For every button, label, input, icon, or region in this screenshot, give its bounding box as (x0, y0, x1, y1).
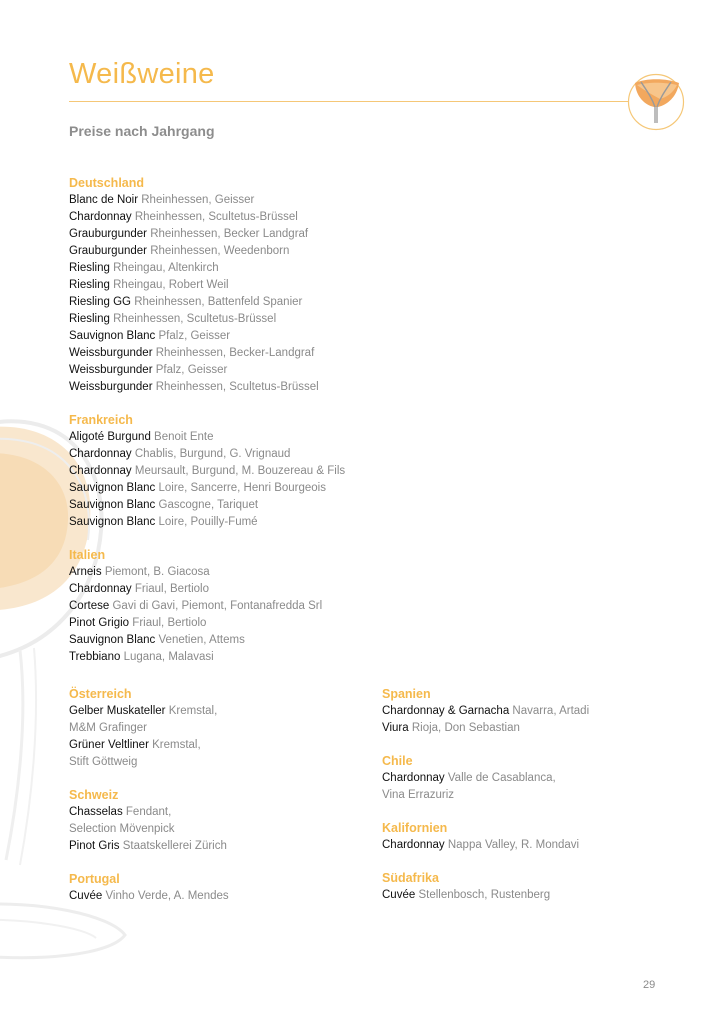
wine-name: Riesling (69, 313, 110, 325)
wine-name: Chardonnay (69, 583, 132, 595)
wine-entry (69, 838, 369, 855)
wine-name: Viura (382, 722, 409, 734)
wine-entry (69, 446, 369, 463)
wine-entry (69, 480, 369, 497)
wine-detail: Meursault, Burgund, M. Bouzereau & Fils (134, 465, 346, 477)
wine-name: Chardonnay & Garnacha (382, 705, 510, 717)
wine-detail: Pfalz, Geisser (155, 364, 228, 376)
section-italien (69, 547, 369, 666)
section-spanien (382, 686, 682, 737)
section-title: Frankreich (69, 413, 133, 427)
wine-entry (69, 379, 369, 396)
wine-detail: Gavi di Gavi, Piemont, Fontanafredda Srl (112, 600, 323, 612)
wine-entry (69, 328, 369, 345)
wine-detail: Rheinhessen, Geisser (141, 194, 255, 206)
section-kalifornien (382, 820, 682, 854)
wine-entry (69, 598, 369, 615)
wine-entry (382, 720, 682, 737)
wine-detail: Staatskellerei Zürich (122, 840, 227, 852)
section-portugal (69, 871, 369, 905)
section-title: Kalifornien (382, 821, 448, 835)
wine-name: Chardonnay (382, 772, 445, 784)
wine-entry (69, 429, 369, 446)
wine-detail: Friaul, Bertiolo (134, 583, 209, 595)
wine-name: Chardonnay (69, 211, 132, 223)
section-title: Schweiz (69, 788, 119, 802)
wine-entry (69, 514, 369, 531)
section-title: Südafrika (382, 871, 439, 885)
wine-detail: Pfalz, Geisser (158, 330, 231, 342)
wine-name: Sauvignon Blanc (69, 516, 156, 528)
page-subtitle: Preise nach Jahrgang (69, 123, 215, 139)
wine-detail: Benoit Ente (154, 431, 214, 443)
wine-entry (69, 564, 369, 581)
section-title: Spanien (382, 687, 431, 701)
wine-detail: Friaul, Bertiolo (132, 617, 207, 629)
wine-name: Chardonnay (382, 839, 445, 851)
lower-right-wine-column (382, 686, 682, 920)
wine-entry (69, 703, 369, 720)
wine-detail: Vinho Verde, A. Mendes (105, 890, 229, 902)
wine-detail: Rheinhessen, Scultetus-Brüssel (113, 313, 277, 325)
wine-name: Pinot Gris (69, 840, 120, 852)
wine-name: Gelber Muskateller (69, 705, 166, 717)
wine-entry (382, 703, 682, 720)
wine-name: Weissburgunder (69, 381, 153, 393)
section-title: Italien (69, 548, 106, 562)
wine-name: Sauvignon Blanc (69, 499, 156, 511)
wine-detail: Nappa Valley, R. Mondavi (447, 839, 580, 851)
wine-entry (69, 737, 369, 754)
wine-detail: Loire, Sancerre, Henri Bourgeois (158, 482, 326, 494)
wine-entry (69, 243, 369, 260)
section-title: Deutschland (69, 176, 145, 190)
wine-entry (69, 581, 369, 598)
wine-detail: Rheinhessen, Scultetus-Brüssel (155, 381, 319, 393)
wine-detail: Vina Errazuriz (382, 789, 455, 801)
wine-name: Chardonnay (69, 465, 132, 477)
wine-name: Trebbiano (69, 651, 121, 663)
wine-name: Cuvée (69, 890, 103, 902)
section-chile (382, 753, 682, 804)
wine-detail: Rheinhessen, Becker Landgraf (150, 228, 309, 240)
wine-name: Aligoté Burgund (69, 431, 151, 443)
wine-detail: Fendant, (125, 806, 172, 818)
wine-name: Weissburgunder (69, 364, 153, 376)
wine-detail: Lugana, Malavasi (123, 651, 214, 663)
wine-detail: Rioja, Don Sebastian (411, 722, 520, 734)
upper-wine-column (69, 175, 369, 682)
section-title: Chile (382, 754, 413, 768)
wine-entry (69, 615, 369, 632)
lower-left-wine-column (69, 686, 369, 921)
wine-name: Cuvée (382, 889, 416, 901)
wine-detail: Rheinhessen, Battenfeld Spanier (134, 296, 303, 308)
wine-detail: Valle de Casablanca, (447, 772, 556, 784)
wine-entry-continuation (69, 821, 369, 838)
wine-entry (382, 887, 682, 904)
wine-name: Sauvignon Blanc (69, 482, 156, 494)
wine-detail: Stellenbosch, Rustenberg (418, 889, 551, 901)
wine-detail: Stift Göttweig (69, 756, 138, 768)
wine-entry (69, 888, 369, 905)
section-deutschland (69, 175, 369, 396)
wine-detail: Piemont, B. Giacosa (104, 566, 210, 578)
section-title: Portugal (69, 872, 120, 886)
wine-detail: Kremstal, (152, 739, 201, 751)
wine-entry (69, 226, 369, 243)
wine-name: Grauburgunder (69, 245, 147, 257)
section-suedafrika (382, 870, 682, 904)
wine-name: Blanc de Noir (69, 194, 139, 206)
wine-entry-continuation (69, 754, 369, 771)
wine-detail: Kremstal, (168, 705, 218, 717)
wine-name: Weissburgunder (69, 347, 153, 359)
wine-detail: Gascogne, Tariquet (158, 499, 259, 511)
wine-detail: M&M Grafinger (69, 722, 147, 734)
page-title: Weißweine (69, 58, 215, 90)
wine-name: Grüner Veltliner (69, 739, 149, 751)
title-divider (69, 101, 631, 102)
wine-entry (69, 362, 369, 379)
page-number: 29 (643, 979, 656, 991)
wine-entry (69, 632, 369, 649)
wine-detail: Loire, Pouilly-Fumé (158, 516, 258, 528)
wine-name: Sauvignon Blanc (69, 634, 156, 646)
wine-entry-continuation (69, 720, 369, 737)
wine-detail: Venetien, Attems (158, 634, 245, 646)
wine-name: Riesling (69, 262, 110, 274)
wine-entry (69, 804, 369, 821)
wine-detail: Rheingau, Robert Weil (113, 279, 229, 291)
wine-name: Pinot Grigio (69, 617, 130, 629)
wine-entry (69, 192, 369, 209)
wine-entry (69, 463, 369, 480)
wine-entry (69, 277, 369, 294)
wine-entry (69, 311, 369, 328)
wine-detail: Chablis, Burgund, G. Vrignaud (134, 448, 291, 460)
wine-name: Chasselas (69, 806, 123, 818)
wine-detail: Navarra, Artadi (512, 705, 590, 717)
section-schweiz (69, 787, 369, 855)
wine-entry (69, 497, 369, 514)
wine-name: Chardonnay (69, 448, 132, 460)
wine-glass-icon (627, 73, 685, 131)
wine-entry (69, 260, 369, 277)
wine-name: Cortese (69, 600, 110, 612)
section-frankreich (69, 412, 369, 531)
wine-detail: Selection Mövenpick (69, 823, 175, 835)
section-title: Österreich (69, 687, 132, 701)
wine-entry (69, 294, 369, 311)
wine-detail: Rheinhessen, Scultetus-Brüssel (134, 211, 298, 223)
wine-entry (69, 209, 369, 226)
wine-name: Riesling (69, 279, 110, 291)
wine-entry (382, 770, 682, 787)
wine-name: Sauvignon Blanc (69, 330, 156, 342)
section-oesterreich (69, 686, 369, 771)
wine-entry (382, 837, 682, 854)
wine-detail: Rheingau, Altenkirch (113, 262, 219, 274)
wine-entry (69, 649, 369, 666)
wine-entry (69, 345, 369, 362)
wine-name: Riesling GG (69, 296, 131, 308)
wine-entry-continuation (382, 787, 682, 804)
wine-detail: Rheinhessen, Weedenborn (150, 245, 290, 257)
wine-name: Arneis (69, 566, 102, 578)
wine-name: Grauburgunder (69, 228, 147, 240)
wine-detail: Rheinhessen, Becker-Landgraf (155, 347, 315, 359)
